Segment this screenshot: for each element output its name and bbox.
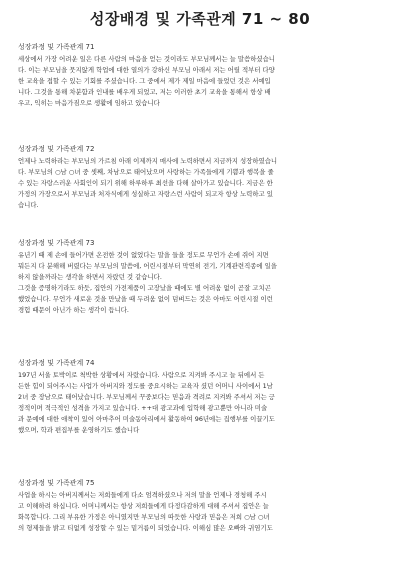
section-71 — [18, 42, 384, 109]
body-line: 2녀 중 장남으로 태어났습니다. 부모님께서 꾸중보다는 믿음과 격려로 지켜봐 주셔서 저는 긍 — [18, 393, 275, 401]
body-line: 했으며, 학과 편집부를 운영하기도 했습니다 — [18, 426, 140, 434]
section-heading: 성장과정 및 가족관계 71 — [18, 43, 95, 51]
body-line: 유년기 때 제 손에 들어가면 온전한 것이 없었다는 말을 들을 정도로 무언가 손에 쥐어 지면 — [18, 251, 269, 259]
section-body — [18, 490, 384, 534]
body-line: 그것을 증명하기라도 하듯, 집안의 가전제품이 고장났을 때에도 별 어려움 없이 곧잘 고치곤 — [18, 284, 271, 292]
section-heading: 성장과정 및 가족관계 72 — [18, 145, 95, 153]
body-line: 사업을 하시는 아버지께서는 저희들에게 다소 엄격하셨으나 저의 말을 언제나 경청해 주시 — [18, 491, 267, 499]
body-line: 습니다. — [18, 201, 39, 209]
body-line: 한 교육을 접할 수 있는 기회를 주셨습니다. 그 중에서 제가 제일 마음에 들었던 것은 서예입 — [18, 77, 271, 85]
section-body — [18, 370, 384, 436]
body-line: 197년 서울 토박이로 척박한 상황에서 자랐습니다. 사람으로 지켜봐 주시고 늘 뒤에서 든 — [18, 371, 265, 379]
section-72 — [18, 144, 384, 211]
body-line: 수 있는 자랑스러운 사회인이 되기 위해 하루하루 최선을 다해 살아가고 있습니다. 지금은 한 — [18, 179, 273, 187]
body-line: 했었습니다. 무언가 새로운 것을 만났을 때 두려움 없이 덤벼드는 것은 아마도 어린시절 이런 — [18, 295, 273, 303]
body-line: 의 형제들을 밝고 티없게 성장할 수 있는 밑거름이 되었습니다. 이해심 많은 오빠와 귀염기도 — [18, 524, 273, 532]
section-73 — [18, 238, 384, 316]
section-heading: 성장과정 및 가족관계 73 — [18, 239, 95, 247]
body-line: 다. 부모님의 ○남 ○녀 중 셋째, 차남으로 태어났으며 사랑하는 가족들에게 기쁨과 행복을 줄 — [18, 168, 274, 176]
body-line: 정적이며 적극적인 성격을 가지고 있습니다. ++대 광고과에 입학해 광고뿐만 아니라 미술 — [18, 404, 268, 412]
body-line: 언제나 노력하라는 부모님의 가르침 아래 이제까지 매사에 노력하면서 지금까지 성장하였습니 — [18, 157, 278, 165]
body-line: 과 문예에 대한 애착이 있어 아마추어 미술동아리에서 활동하여 96년에는 집행부를 이끌기도 — [18, 415, 275, 423]
body-line: 니다. 그것을 통해 차분함과 인내를 배우게 되었고, 저는 이러한 초기 교육을 통해서 항상 배 — [18, 88, 271, 96]
body-line: 든한 힘이 되어주시는 사업가 아버지와 정도를 중요시하는 교육자 셨던 어머니 사이에서 1남 — [18, 382, 273, 390]
body-line: 세상에서 가장 어려운 일은 다른 사람의 마음을 얻는 것이라도 부모님께서는 늘 말씀하셨습니 — [18, 55, 275, 63]
body-line: 경험 때문이 아닌가 하는 생각이 듭니다. — [18, 306, 129, 314]
body-line: 하지 않을까라는 생각을 하면서 자랐던 것 같습니다. — [18, 273, 162, 281]
section-heading: 성장과정 및 가족관계 75 — [18, 479, 95, 487]
body-line: 우고, 익히는 마음가짐으로 생활에 임하고 있습니다 — [18, 99, 160, 107]
body-line: 뭐든지 다 분해해 버렸다는 부모님의 말씀에, 어린시절부터 막연히 전기, 기계관련직종에 일을 — [18, 262, 277, 270]
document-title: 성장배경 및 가족관계 71 ~ 80 — [89, 10, 311, 28]
section-75 — [18, 478, 384, 534]
section-body — [18, 54, 384, 109]
body-line: 고 이해하려 하십니다. 어머니께서는 항상 저희들에게 다정다감하게 대해 주셔서 집안은 늘 — [18, 502, 269, 510]
body-line: 가정의 가장으로서 부모님과 처자식에게 성실하고 자랑스런 사람이 되고자 항상 노력하고 있 — [18, 190, 273, 198]
section-body — [18, 156, 384, 211]
body-line: 다. 이는 부모님을 뭇지않게 학업에 대한 열의가 강하신 부모님 아래서 저는 어릴 적부터 다양 — [18, 66, 275, 74]
section-body — [18, 250, 384, 316]
section-heading: 성장과정 및 가족관계 74 — [18, 359, 95, 367]
body-line: 화목합니다. 그리 부유한 가정은 아니였지만 부모님의 따듯한 사랑과 믿음은 저희 ○남 ○녀 — [18, 513, 270, 521]
section-74 — [18, 358, 384, 436]
